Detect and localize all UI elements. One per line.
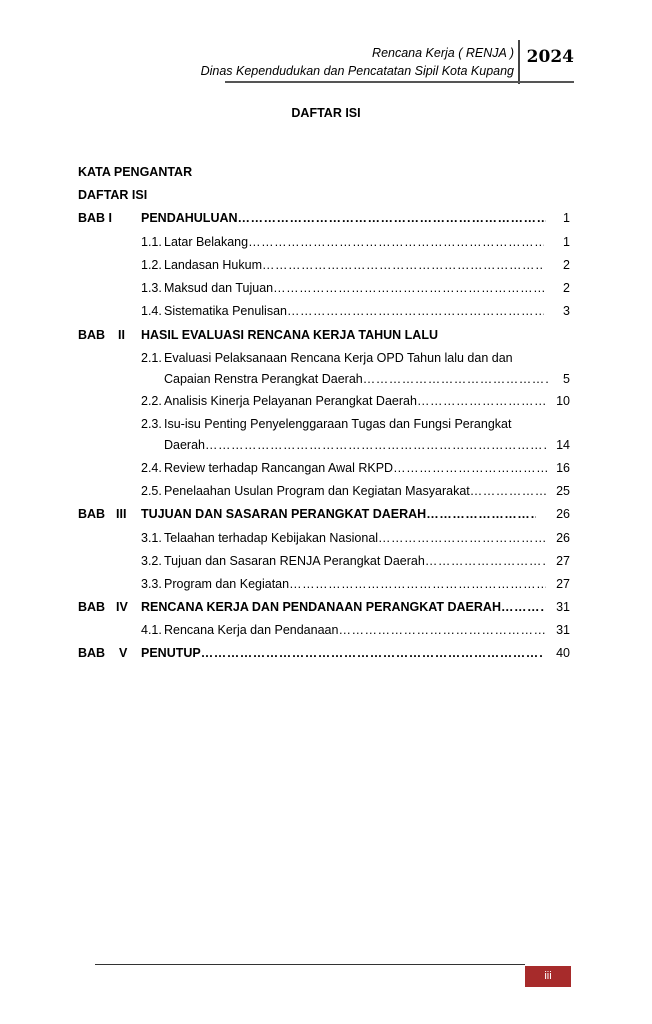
toc-bab3-page: 26 [556, 507, 570, 521]
toc-item-number: 3.2. [141, 554, 162, 568]
toc-bab2-label-bab: BAB [78, 328, 106, 342]
toc-item-number: 2.5. [141, 484, 162, 498]
toc-item-number: 2.1. [141, 351, 162, 365]
footer-rule [95, 964, 525, 965]
leader-dots [262, 257, 544, 273]
toc-item-text: Rencana Kerja dan Pendanaan [164, 623, 339, 637]
toc-item-number: 2.2. [141, 394, 162, 408]
header-agency-name: Dinas Kependudukan dan Pencatatan Sipil Kota Kupang [200, 64, 514, 78]
toc-item-3-2[interactable] [164, 553, 546, 569]
toc-bab4-entry[interactable] [141, 599, 544, 615]
leader-dots [338, 622, 546, 638]
toc-bab4-label-num: IV [116, 600, 128, 614]
toc-daftar-isi[interactable]: DAFTAR ISI [78, 188, 148, 202]
toc-bab5-title: PENUTUP [141, 646, 201, 660]
toc-item-2-3-text[interactable]: Isu-isu Penting Penyelenggaraan Tugas dan Fungsi Perangkat [164, 417, 512, 431]
toc-item-number: 4.1. [141, 623, 162, 637]
toc-item-2-1-text[interactable]: Evaluasi Pelaksanaan Rencana Kerja OPD Tahun lalu dan dan [164, 351, 513, 365]
toc-item-page: 27 [556, 554, 570, 568]
header-year: 2024 [526, 47, 574, 67]
toc-bab4-page: 31 [556, 600, 570, 614]
header-document-title: Rencana Kerja ( RENJA ) [372, 46, 514, 60]
leader-dots [248, 234, 544, 250]
toc-item-page: 2 [563, 258, 570, 272]
toc-item-2-1-cont[interactable] [164, 371, 548, 387]
toc-item-page: 5 [563, 372, 570, 386]
leader-dots [238, 210, 546, 226]
leader-dots [201, 645, 544, 661]
toc-bab4-title: RENCANA KERJA DAN PENDANAAN PERANGKAT DAERAH [141, 600, 501, 614]
header-divider [518, 40, 520, 84]
toc-item-number: 3.1. [141, 531, 162, 545]
leader-dots [501, 599, 544, 615]
toc-item-page: 2 [563, 281, 570, 295]
toc-item-text: Latar Belakang [164, 235, 249, 249]
leader-dots [363, 371, 548, 387]
toc-bab1-title: PENDAHULUAN [141, 211, 238, 225]
toc-bab1-label: BAB I [78, 211, 113, 225]
running-header [154, 44, 574, 84]
toc-item-text: Analisis Kinerja Pelayanan Perangkat Daerah [164, 394, 417, 408]
leader-dots [287, 303, 544, 319]
toc-item-number: 1.3. [141, 281, 162, 295]
toc-item-text: Daerah [164, 438, 205, 452]
toc-item-2-4[interactable] [164, 460, 547, 476]
toc-bab3-entry[interactable] [141, 506, 536, 522]
toc-kata-pengantar[interactable]: KATA PENGANTAR [78, 165, 193, 179]
leader-dots [470, 483, 547, 499]
toc-item-1-3[interactable] [164, 280, 544, 296]
page-title: DAFTAR ISI [291, 106, 361, 120]
toc-bab3-label-num: III [116, 507, 127, 521]
toc-bab2-label-num: II [118, 328, 125, 342]
toc-bab5-label-num: V [119, 646, 128, 660]
toc-item-1-2[interactable] [164, 257, 544, 273]
toc-item-number: 1.1. [141, 235, 162, 249]
leader-dots [426, 506, 536, 522]
toc-item-text: Capaian Renstra Perangkat Daerah [164, 372, 363, 386]
toc-item-1-4[interactable] [164, 303, 544, 319]
header-rule [225, 81, 574, 83]
toc-item-text: Review terhadap Rancangan Awal RKPD [164, 461, 394, 475]
toc-item-number: 3.3. [141, 577, 162, 591]
toc-item-page: 27 [556, 577, 570, 591]
leader-dots [273, 280, 544, 296]
toc-item-number: 2.3. [141, 417, 162, 431]
toc-item-3-1[interactable] [164, 530, 546, 546]
leader-dots [378, 530, 546, 546]
toc-item-text: Penelaahan Usulan Program dan Kegiatan Masyarakat [164, 484, 470, 498]
page-number-badge: iii [525, 966, 571, 987]
toc-item-page: 31 [556, 623, 570, 637]
toc-item-2-2[interactable] [164, 393, 547, 409]
leader-dots [393, 460, 547, 476]
toc-item-text: Program dan Kegiatan [164, 577, 290, 591]
toc-bab3-label-bab: BAB [78, 507, 106, 521]
toc-item-text: Telaahan terhadap Kebijakan Nasional [164, 531, 379, 545]
toc-item-text: Maksud dan Tujuan [164, 281, 274, 295]
toc-bab1-entry[interactable] [141, 210, 546, 226]
leader-dots [289, 576, 546, 592]
toc-item-page: 26 [556, 531, 570, 545]
toc-item-text: Landasan Hukum [164, 258, 262, 272]
toc-item-2-5[interactable] [164, 483, 547, 499]
toc-item-page: 16 [556, 461, 570, 475]
toc-bab2-title[interactable]: HASIL EVALUASI RENCANA KERJA TAHUN LALU [141, 328, 438, 342]
toc-item-1-1[interactable] [164, 234, 544, 250]
toc-item-number: 1.4. [141, 304, 162, 318]
toc-item-page: 1 [563, 235, 570, 249]
toc-bab1-page: 1 [563, 211, 570, 225]
toc-item-page: 14 [556, 438, 570, 452]
toc-item-number: 1.2. [141, 258, 162, 272]
toc-item-page: 3 [563, 304, 570, 318]
toc-bab5-page: 40 [556, 646, 570, 660]
toc-item-number: 2.4. [141, 461, 162, 475]
toc-item-text: Tujuan dan Sasaran RENJA Perangkat Daerah [164, 554, 425, 568]
header-text [201, 44, 514, 80]
toc-item-page: 25 [556, 484, 570, 498]
toc-item-3-3[interactable] [164, 576, 546, 592]
leader-dots [417, 393, 547, 409]
toc-item-page: 10 [556, 394, 570, 408]
leader-dots [425, 553, 546, 569]
toc-bab5-label-bab: BAB [78, 646, 106, 660]
toc-item-2-3-cont[interactable] [164, 437, 547, 453]
toc-item-4-1[interactable] [164, 622, 546, 638]
toc-bab3-title: TUJUAN DAN SASARAN PERANGKAT DAERAH [141, 507, 427, 521]
toc-bab5-entry[interactable] [141, 645, 544, 661]
leader-dots [205, 437, 547, 453]
toc-item-text: Sistematika Penulisan [164, 304, 287, 318]
toc-bab4-label-bab: BAB [78, 600, 106, 614]
